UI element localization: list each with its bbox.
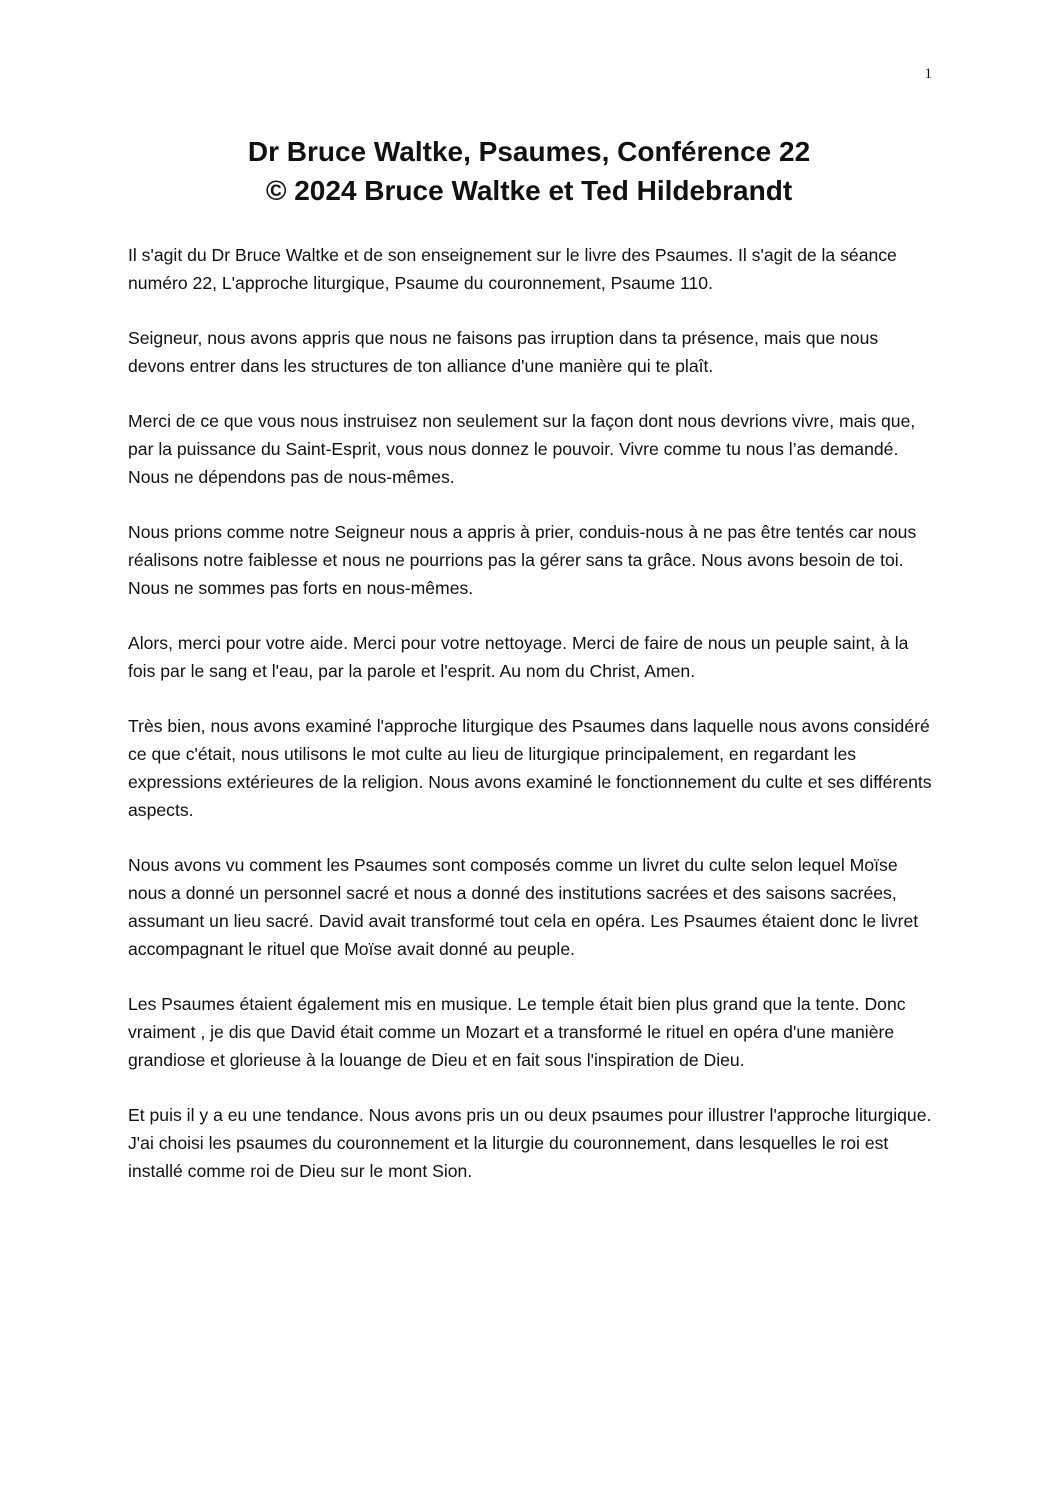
paragraph-9: Et puis il y a eu une tendance. Nous avons pris un ou deux psaumes pour illustrer l'approche liturgique. J'ai choisi les psaumes du couronnement et la liturgie du couronnement, dans lesquelles le roi est installé comme roi de Dieu sur le mont Sion. — [128, 1105, 932, 1181]
paragraph-4: Nous prions comme notre Seigneur nous a appris à prier, conduis-nous à ne pas être tentés car nous réalisons notre faiblesse et nous ne pourrions pas la gérer sans ta grâce. Nous avons besoin de toi. Nous ne sommes pas forts en nous-mêmes. — [128, 522, 917, 598]
paragraph-8: Les Psaumes étaient également mis en musique. Le temple était bien plus grand que la tente. Donc vraiment , je dis que David était comme un Mozart et a transformé le rituel en opéra d'une manière grandiose et glorieuse à la louange de Dieu et en fait sous l'inspiration de Dieu. — [128, 994, 906, 1070]
paragraph-2: Seigneur, nous avons appris que nous ne faisons pas irruption dans ta présence, mais que nous devons entrer dans les structures de ton alliance d'une manière qui te plaît. — [128, 328, 879, 376]
paragraph-5: Alors, merci pour votre aide. Merci pour votre nettoyage. Merci de faire de nous un peuple saint, à la fois par le sang et l'eau, par la parole et l'esprit. Au nom du Christ, Amen. — [128, 633, 909, 681]
page-number: 1 — [924, 66, 932, 82]
document-body — [128, 241, 933, 1212]
title-line-1: Dr Bruce Waltke, Psaumes, Conférence 22 — [247, 136, 811, 167]
paragraph-3: Merci de ce que vous nous instruisez non seulement sur la façon dont nous devrions vivre, mais que, par la puissance du Saint-Esprit, vous nous donnez le pouvoir. Vivre comme tu nous l’as demandé. Nous ne dépendons pas de nous-mêmes. — [128, 411, 916, 487]
paragraph-7: Nous avons vu comment les Psaumes sont composés comme un livret du culte selon lequel Moïse nous a donné un personnel sacré et nous a donné des institutions sacrées et des saisons sacrées, assumant un lieu sacré. David avait transformé tout cela en opéra. Les Psaumes étaient donc le livret accompagnant le rituel que Moïse avait donné au peuple. — [128, 855, 919, 959]
title-line-2: © 2024 Bruce Waltke et Ted Hildebrandt — [265, 175, 793, 206]
paragraph-6: Très bien, nous avons examiné l'approche liturgique des Psaumes dans laquelle nous avons considéré ce que c'était, nous utilisons le mot culte au lieu de liturgique principalement, en regardant les expressions extérieures de la religion. Nous avons examiné le fonctionnement du culte et ses différents aspects. — [128, 716, 932, 820]
paragraph-1: Il s'agit du Dr Bruce Waltke et de son enseignement sur le livre des Psaumes. Il s'agit de la séance numéro 22, L'approche liturgique, Psaume du couronnement, Psaume 110. — [128, 245, 897, 293]
document-title — [0, 132, 1058, 210]
